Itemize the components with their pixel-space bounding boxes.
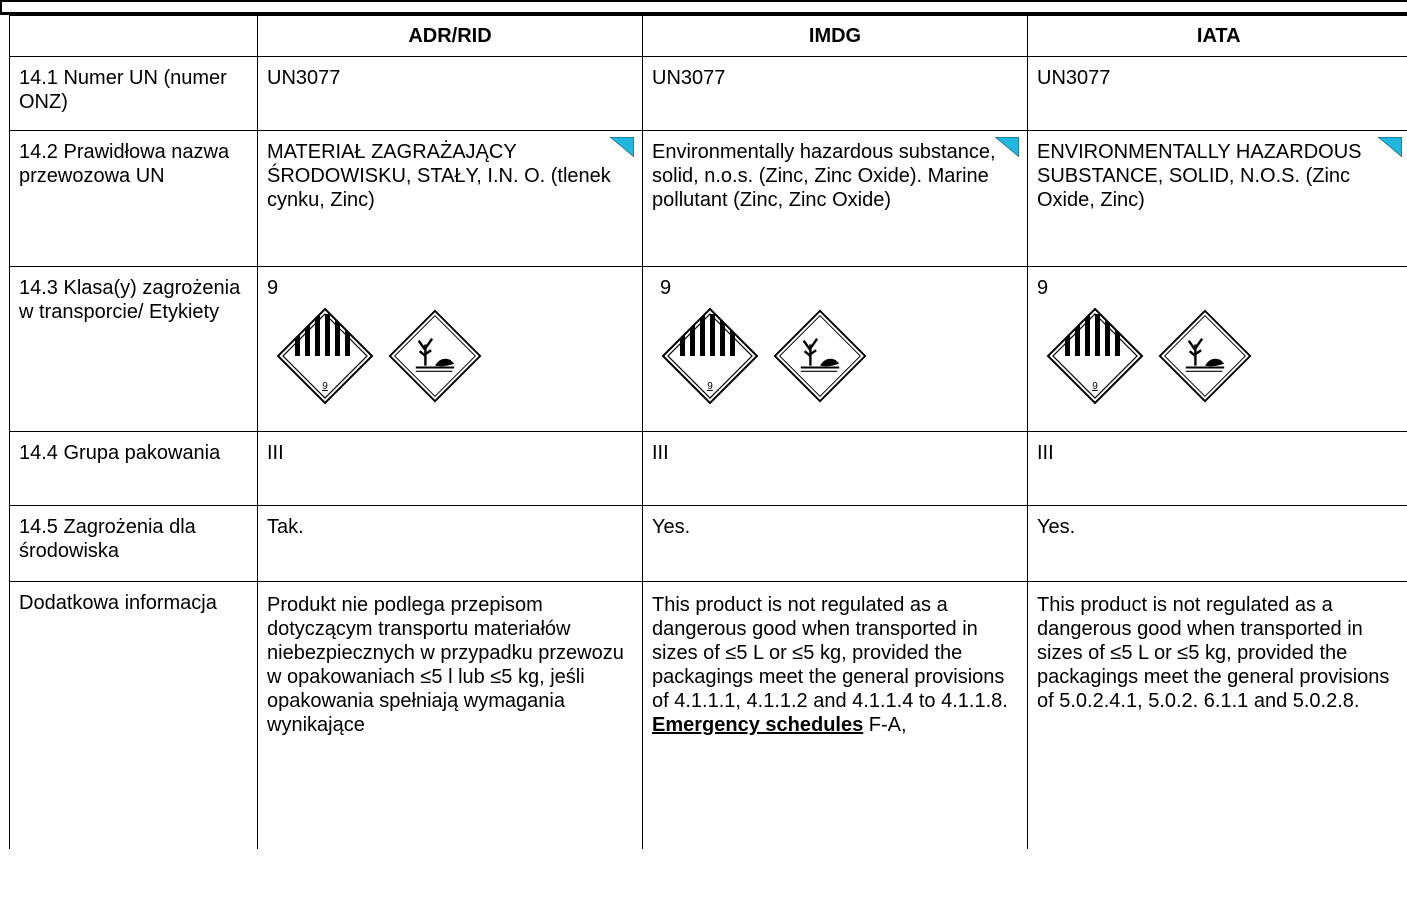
class-9-hazard-label-icon: [660, 306, 760, 406]
cell-iata-hazard-class: [1028, 267, 1407, 432]
cell-iata-un-number: UN3077: [1028, 57, 1407, 131]
cell-adr-additional-info: Produkt nie podlega przepisom dotyczącym transportu materiałów niebezpiecznych w przypadku przewozu w opakowaniach ≤5 l lub ≤5 kg, jeśli opakowania spełniają wymagania wynikające: [258, 582, 643, 850]
row-label-additional-info: Dodatkowa informacja: [10, 582, 258, 850]
table-row: [10, 582, 1407, 850]
cell-imdg-un-number: UN3077: [643, 57, 1028, 131]
cell-iata-shipping-name: [1028, 131, 1407, 267]
header-empty: [10, 16, 258, 57]
table-row: [10, 506, 1407, 582]
cell-imdg-shipping-name: [643, 131, 1028, 267]
emergency-schedules-value: F-A,: [863, 714, 907, 736]
imdg-shipping-name-text: Environmentally hazardous substance, solid, n.o.s. (Zinc, Zinc Oxide). Marine pollutant (Zinc, Zinc Oxide): [652, 141, 996, 211]
cell-iata-environmental-hazards: Yes.: [1028, 506, 1407, 582]
cell-imdg-additional-info: [643, 582, 1028, 850]
corner-triangle-icon: [1378, 137, 1402, 157]
imdg-class-value: 9: [660, 277, 672, 299]
class-label-digit: 9: [707, 381, 713, 392]
cell-adr-hazard-class: [258, 267, 643, 432]
class-label-digit: 9: [1092, 381, 1098, 392]
header-adr-rid: ADR/RID: [258, 16, 643, 57]
table-header-row: [10, 16, 1407, 57]
adr-hazard-pictograms: [275, 306, 633, 406]
cell-imdg-packing-group: III: [643, 432, 1028, 506]
table-row: [10, 57, 1407, 131]
emergency-schedules-label: Emergency schedules: [652, 714, 864, 736]
iata-class-value: 9: [1037, 277, 1049, 299]
cell-adr-shipping-name: [258, 131, 643, 267]
adr-class-value: 9: [267, 277, 279, 299]
left-edge-rule: [0, 0, 2, 14]
table-row: [10, 131, 1407, 267]
cell-iata-additional-info: This product is not regulated as a dangerous good when transported in sizes of ≤5 L or ≤5 kg, provided the packagings meet the general provisions of 5.0.2.4.1, 5.0.2. 6.1.1 and 5.0.2.8.: [1028, 582, 1407, 850]
adr-shipping-name-text: MATERIAŁ ZAGRAŻAJĄCY ŚRODOWISKU, STAŁY, I.N. O. (tlenek cynku, Zinc): [267, 141, 611, 211]
row-label-hazard-class: 14.3 Klasa(y) zagrożenia w transporcie/ Etykiety: [10, 267, 258, 432]
class-9-hazard-label-icon: [275, 306, 375, 406]
header-iata: IATA: [1028, 16, 1407, 57]
row-label-environmental-hazards: 14.5 Zagrożenia dla środowiska: [10, 506, 258, 582]
class-label-digit: 9: [322, 381, 328, 392]
corner-triangle-icon: [610, 137, 634, 157]
iata-hazard-pictograms: [1045, 306, 1401, 406]
row-label-shipping-name: 14.2 Prawidłowa nazwa przewozowa UN: [10, 131, 258, 267]
corner-triangle-icon: [995, 137, 1019, 157]
cell-imdg-environmental-hazards: Yes.: [643, 506, 1028, 582]
imdg-hazard-pictograms: [660, 306, 1018, 406]
transport-info-table: [9, 15, 1407, 849]
table-row: [10, 267, 1407, 432]
environmental-hazard-icon: [387, 308, 483, 404]
row-label-packing-group: 14.4 Grupa pakowania: [10, 432, 258, 506]
top-rule: [0, 0, 1407, 2]
imdg-additional-info-text: This product is not regulated as a dangerous good when transported in sizes of ≤5 L or ≤5 kg, provided the packagings meet the general provisions of 4.1.1.1, 4.1.1.2 and 4.1.1.4 to 4.1.1.8.: [652, 594, 1008, 712]
header-imdg: IMDG: [643, 16, 1028, 57]
cell-adr-un-number: UN3077: [258, 57, 643, 131]
class-9-hazard-label-icon: [1045, 306, 1145, 406]
environmental-hazard-icon: [772, 308, 868, 404]
iata-shipping-name-text: ENVIRONMENTALLY HAZARDOUS SUBSTANCE, SOLID, N.O.S. (Zinc Oxide, Zinc): [1037, 141, 1362, 211]
cell-adr-packing-group: III: [258, 432, 643, 506]
cell-adr-environmental-hazards: Tak.: [258, 506, 643, 582]
environmental-hazard-icon: [1157, 308, 1253, 404]
cell-imdg-hazard-class: [643, 267, 1028, 432]
cell-iata-packing-group: III: [1028, 432, 1407, 506]
table-row: [10, 432, 1407, 506]
row-label-un-number: 14.1 Numer UN (numer ONZ): [10, 57, 258, 131]
